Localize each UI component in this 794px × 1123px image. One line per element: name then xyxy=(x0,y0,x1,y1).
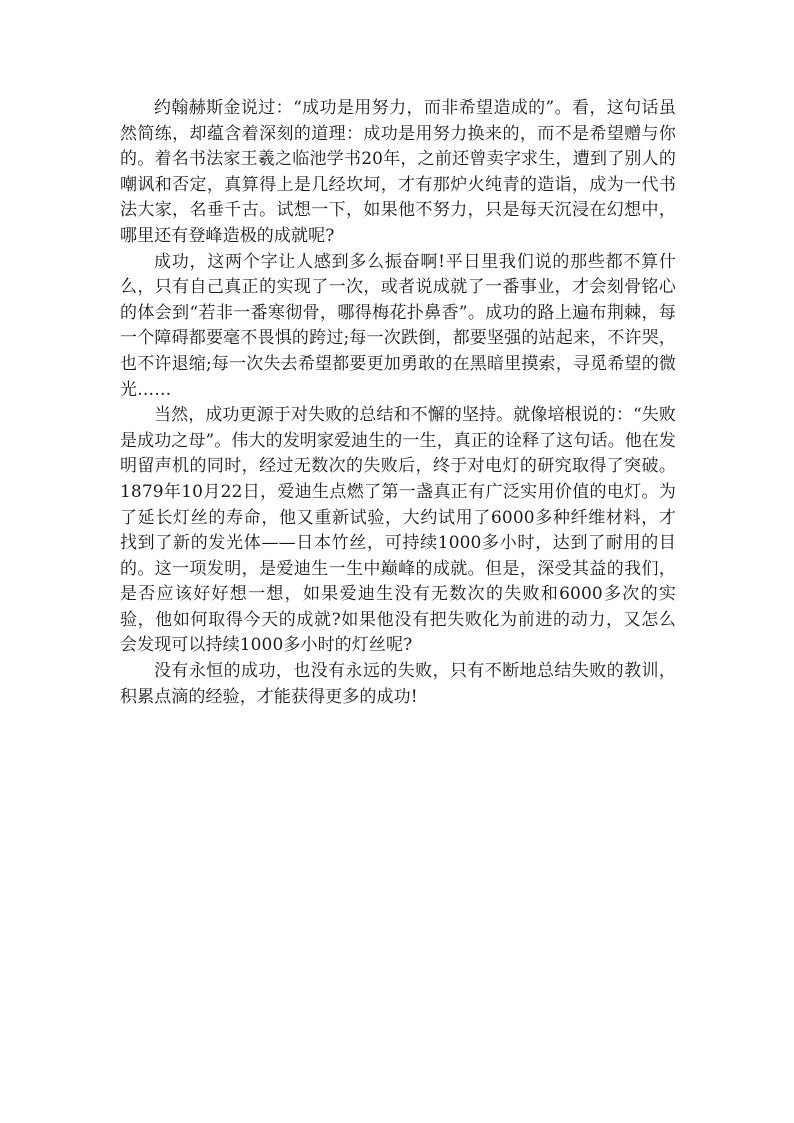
paragraph-4: 没有永恒的成功，也没有永远的失败，只有不断地总结失败的教训，积累点滴的经验，才能获得更多的成功! xyxy=(120,661,676,707)
document-body xyxy=(120,96,676,710)
paragraph-3: 当然，成功更源于对失败的总结和不懈的坚持。就像培根说的：“失败是成功之母”。伟大的发明家爱迪生的一生，真正的诠释了这句话。他在发明留声机的同时，经过无数次的失败后，终于对电灯的研究取得了突破。1879年10月22日，爱迪生点燃了第一盏真正有广泛实用价值的电灯。为了延长灯丝的寿命，他又重新试验，大约试用了6000多种纤维材料，才找到了新的发光体——日本竹丝，可持续1000多小时，达到了耐用的目的。这一项发明，是爱迪生一生中巅峰的成就。但是，深受其益的我们，是否应该好好想一想，如果爱迪生没有无数次的失败和6000多次的实验，他如何取得今天的成就?如果他没有把失败化为前进的动力，又怎么会发现可以持续1000多小时的灯丝呢? xyxy=(120,405,676,656)
paragraph-1: 约翰赫斯金说过：“成功是用努力，而非希望造成的”。看，这句话虽然简练，却蕴含着深刻的道理：成功是用努力换来的，而不是希望赠与你的。着名书法家王羲之临池学书20年，之前还曾卖字求生，遭到了别人的嘲讽和否定，真算得上是几经坎坷，才有那炉火纯青的造诣，成为一代书法大家，名垂千古。试想一下，如果他不努力，只是每天沉浸在幻想中，哪里还有登峰造极的成就呢? xyxy=(120,98,676,246)
paragraph-2: 成功，这两个字让人感到多么振奋啊!平日里我们说的那些都不算什么，只有自己真正的实现了一次，或者说成就了一番事业，才会刻骨铭心的体会到“若非一番寒彻骨，哪得梅花扑鼻香”。成功的路上遍布荆棘，每一个障碍都要毫不畏惧的跨过;每一次跌倒，都要坚强的站起来，不许哭，也不许退缩;每一次失去希望都要更加勇敢的在黑暗里摸索，寻觅希望的微光…… xyxy=(120,251,676,400)
